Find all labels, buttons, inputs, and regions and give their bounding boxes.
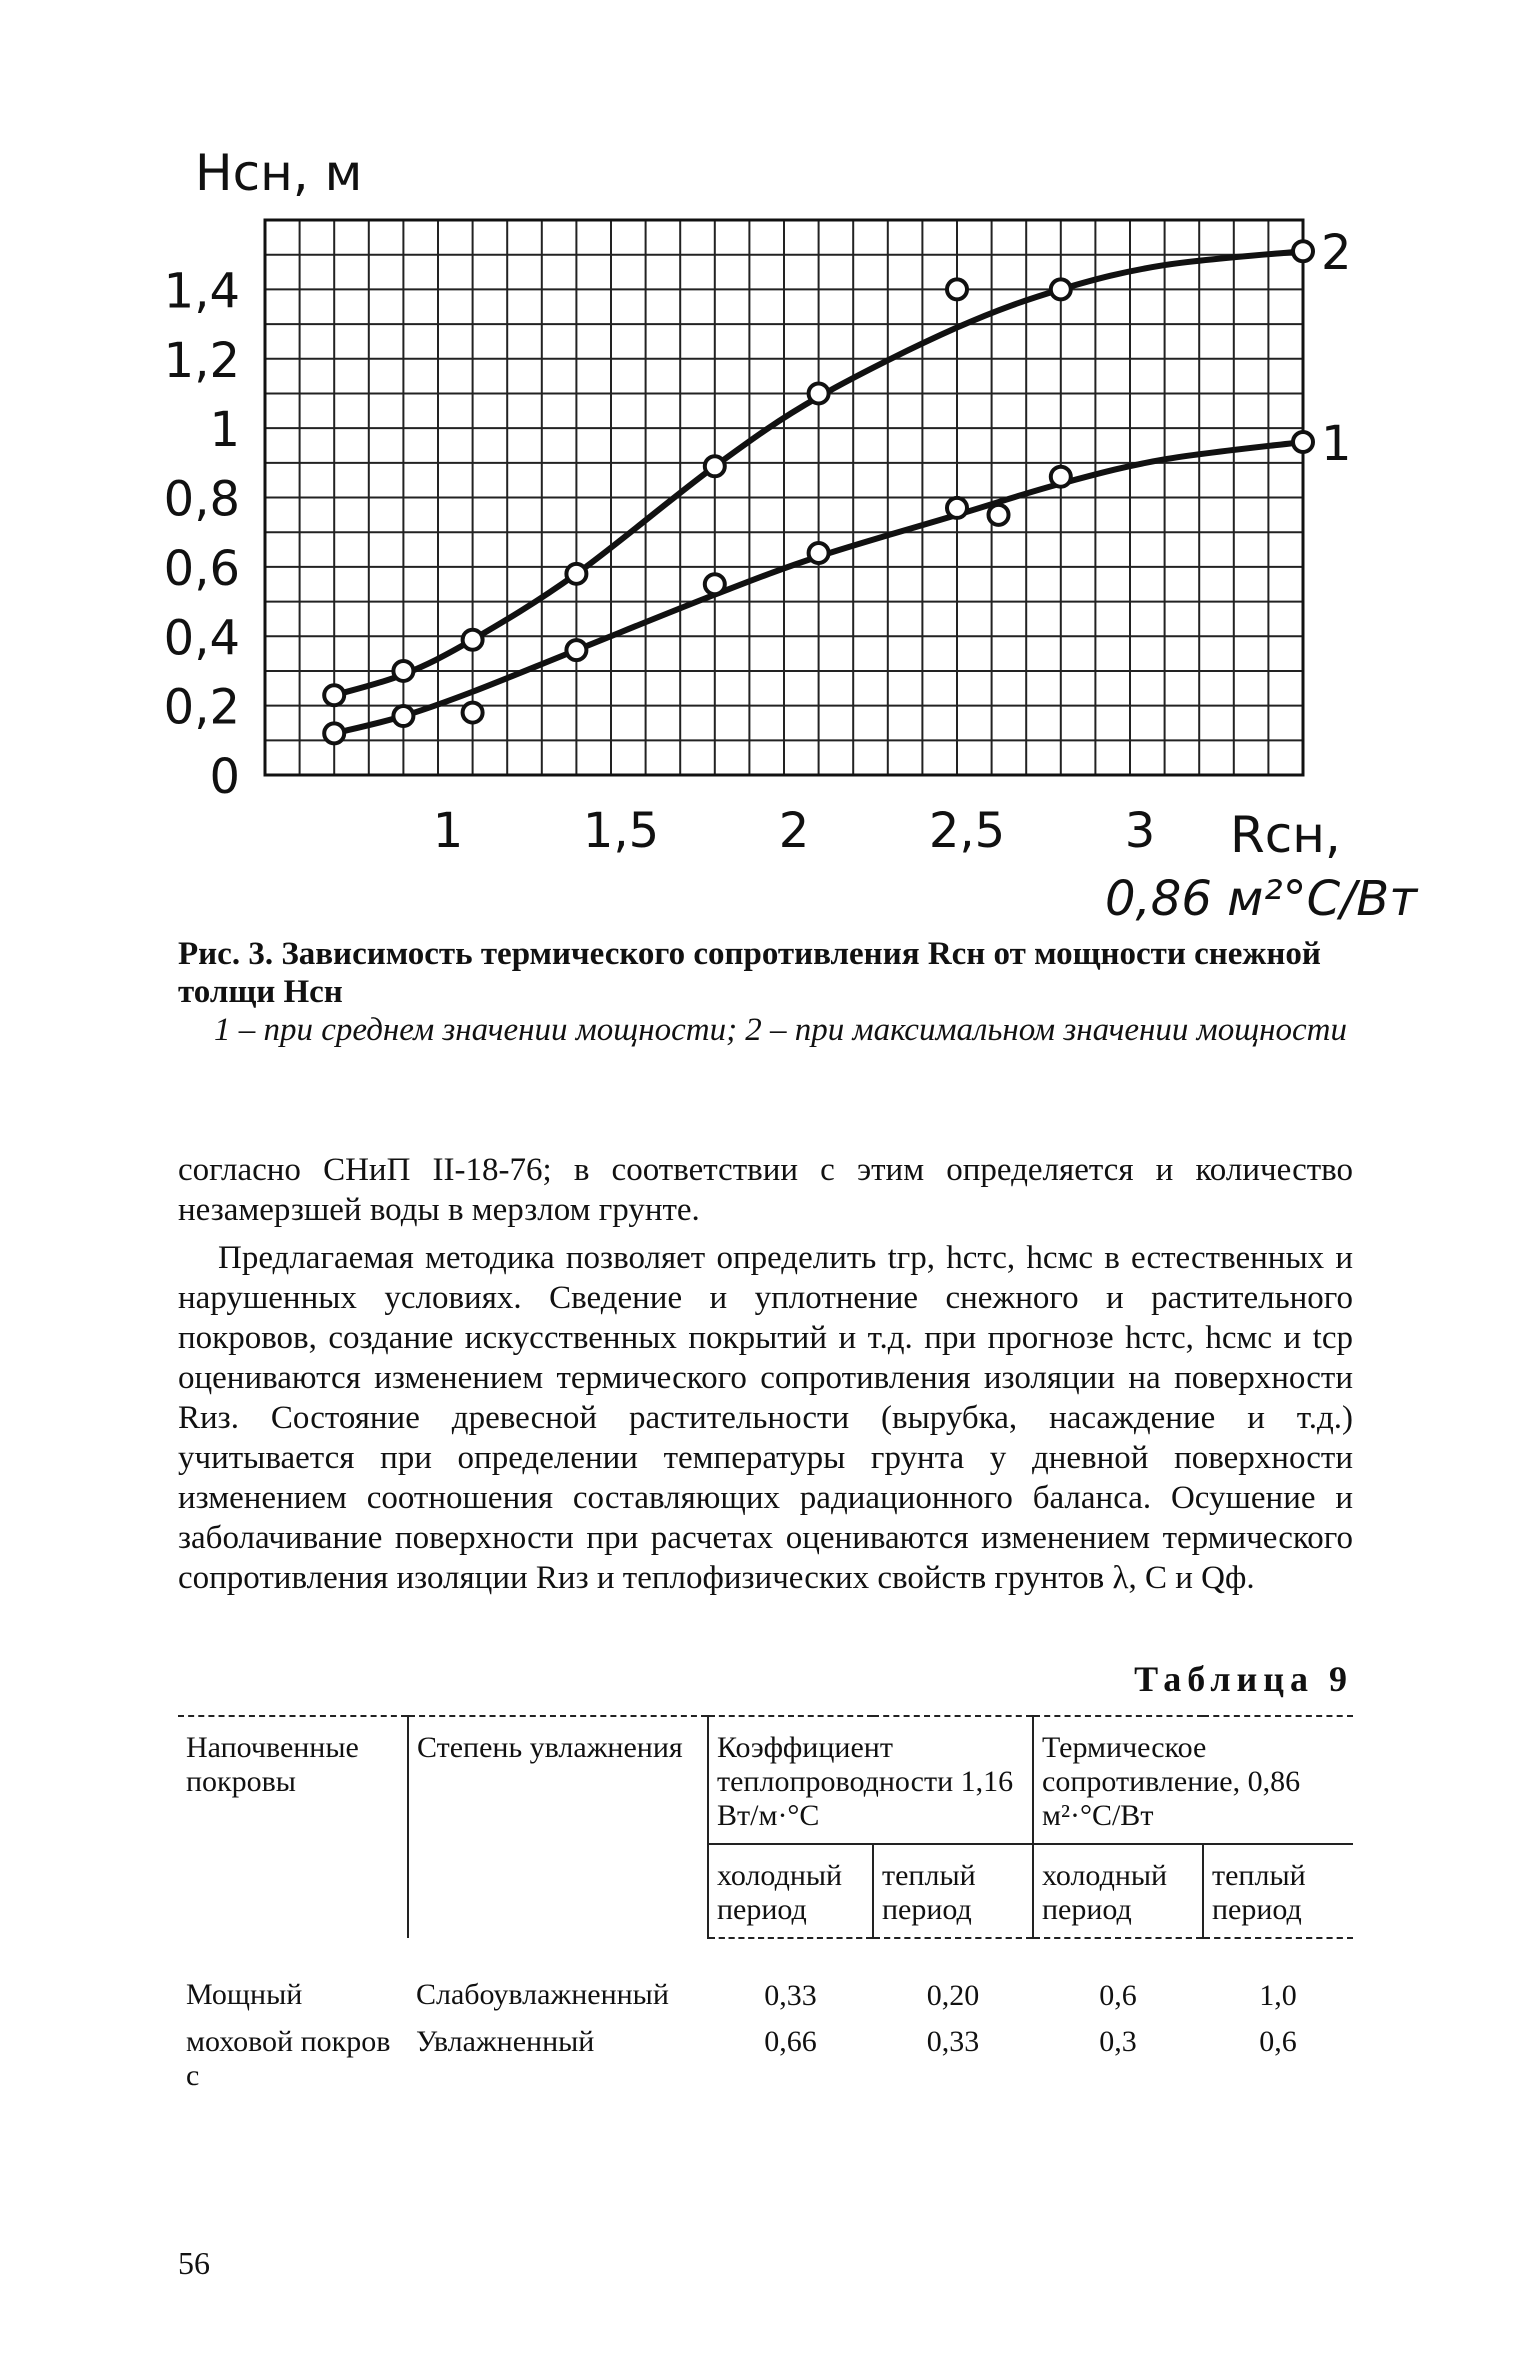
figure-caption <box>178 935 1353 1049</box>
x-tick-label: 2,5 <box>928 803 1006 859</box>
cell-r-cold: 0,6 <box>1099 1979 1137 2012</box>
header-r-warm: теплый период <box>1203 1844 1353 1938</box>
series-2-point <box>566 564 586 584</box>
x-tick-label: 1 <box>432 803 464 859</box>
cell-k-cold: 0,66 <box>764 2025 817 2058</box>
cell-k-warm: 0,20 <box>926 1979 980 2012</box>
series-1-point <box>566 640 586 660</box>
cell-cover: моховой покров с <box>186 2025 391 2092</box>
series-2-point <box>393 661 413 681</box>
y-tick-label: 0,4 <box>163 610 240 667</box>
series-2-point <box>1051 279 1071 299</box>
paragraph-2: Предлагаемая методика позволяет определить tгр, hстс, hсмс в естественных и нарушенных условиях. Сведение и уплотнение снежного и растительного покровов, создание искусственных покрытий и т.д. при прогнозе hстс, hсмс и tср оцениваются изменением термического сопротивления изоляции на поверхности Rиз. Состояние древесной растительности (вырубка, насаждение и т.д.) учитывается при определении температуры грунта у дневной поверхности изменением соотношения составляющих радиационного баланса. Осушение и заболачивание поверхности при расчетах оцениваются изменением термического сопротивления изоляции Rиз и теплофизических свойств грунтов λ, C и Qф. <box>178 1240 1353 1596</box>
cell-moisture: Слабоувлажненный <box>416 1978 669 2011</box>
series-1-point <box>1293 432 1313 452</box>
header-moisture: Степень увлажнения <box>408 1716 708 1938</box>
series-2-label: 2 <box>1321 225 1352 282</box>
grid-lines <box>265 220 1303 775</box>
header-k-warm: теплый период <box>873 1844 1033 1938</box>
series-1-point <box>705 574 725 594</box>
cell-cover: Мощный <box>186 1978 303 2011</box>
y-tick-label: 0,8 <box>163 471 240 528</box>
cell-k-cold: 0,33 <box>764 1979 817 2012</box>
cell-r-warm: 0,6 <box>1259 2025 1297 2058</box>
data-table <box>178 1715 1353 2099</box>
body-text-2 <box>178 1238 1353 1598</box>
x-axis-unit: 0,86 м²°С/Вт <box>1105 871 1418 927</box>
header-resistance: Термическое сопротивление, 0,86 м²·°С/Вт <box>1033 1716 1353 1844</box>
paragraph-1: согласно СНиП II-18-76; в соответствии с этим определяется и количество незамерзшей воды в мерзлом грунте. <box>178 1152 1353 1228</box>
series-1-point <box>989 505 1009 525</box>
header-conductivity: Коэффициент теплопроводности 1,16 Вт/м·°С <box>708 1716 1033 1844</box>
header-covers: Напочвенные покровы <box>178 1716 408 1938</box>
y-tick-label: 0,6 <box>163 540 240 597</box>
series-2-point <box>324 685 344 705</box>
y-axis-label: Нсн, м <box>195 144 363 202</box>
series-1-label: 1 <box>1321 416 1352 472</box>
table-row <box>178 1938 1353 2019</box>
y-tick-label: 1,4 <box>163 263 240 320</box>
series-1-point <box>809 543 829 563</box>
series-2-point <box>809 383 829 403</box>
y-tick-label: 0 <box>209 749 240 805</box>
series-2-point <box>1293 241 1313 261</box>
y-tick-label: 0,2 <box>163 679 240 736</box>
series-1-point <box>947 498 967 518</box>
y-tick-label: 1,2 <box>163 332 240 389</box>
header-r-cold: холодный период <box>1033 1844 1203 1938</box>
body-text <box>178 1150 1353 1230</box>
cell-k-warm: 0,33 <box>926 2025 980 2058</box>
cell-r-warm: 1,0 <box>1259 1979 1297 2012</box>
cell-moisture: Увлажненный <box>416 2025 595 2058</box>
series-2-point <box>705 456 725 476</box>
page-number: 56 <box>178 2245 210 2281</box>
series-1-point <box>1051 467 1071 487</box>
series-1-point <box>463 703 483 723</box>
x-tick-label: 1,5 <box>582 803 660 859</box>
table-title: Таблица 9 <box>1134 1659 1353 1699</box>
chart <box>0 0 1535 930</box>
cell-r-cold: 0,3 <box>1099 2025 1137 2058</box>
series-2-point <box>463 630 483 650</box>
series-1-point <box>393 706 413 726</box>
caption-legend: 1 – при среднем значении мощности; 2 – при максимальном значении мощности <box>214 1012 1347 1048</box>
series-1-point <box>324 723 344 743</box>
header-k-cold: холодный период <box>708 1844 873 1938</box>
caption-title: Рис. 3. Зависимость термического сопротивления Rсн от мощности снежной толщи Hсн <box>178 936 1321 1010</box>
x-tick-label: 3 <box>1124 803 1156 859</box>
y-tick-label: 1 <box>209 402 240 459</box>
x-tick-label: 2 <box>778 803 810 859</box>
x-axis-label: Rсн, <box>1230 806 1341 864</box>
series-2-point <box>947 279 967 299</box>
table-row <box>178 2019 1353 2099</box>
